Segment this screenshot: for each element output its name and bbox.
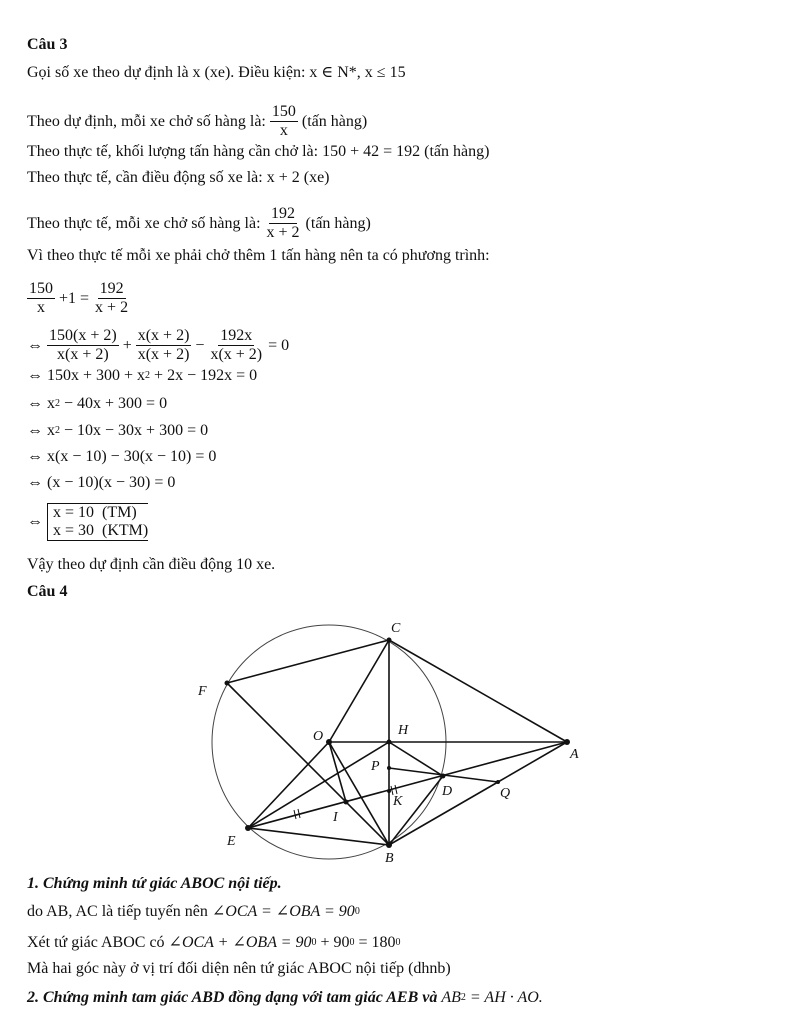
numerator: x(x + 2) <box>137 327 190 344</box>
segment-ca <box>389 640 567 742</box>
point-d <box>441 774 446 779</box>
part1-title: 1. Chứng minh tứ giác ABOC nội tiếp. <box>27 875 282 892</box>
text: = 0 <box>268 336 290 354</box>
denominator: x(x + 2) <box>57 346 109 363</box>
point-i <box>344 800 349 805</box>
point-h <box>387 740 392 745</box>
text-line: Theo thực tế, cần điều động số xe là: x + 2 (xe) <box>27 169 330 186</box>
label-f: F <box>198 684 207 699</box>
text-line: Gọi số xe theo dự định là x (xe). Điều kiện: x ∈ N*, x ≤ 15 <box>27 64 406 81</box>
label-p: P <box>371 759 380 774</box>
segment-oe <box>248 742 329 828</box>
denominator: x(x + 2) <box>210 346 263 363</box>
label-q: Q <box>500 786 511 801</box>
equivalence-symbol: ⇔ <box>27 336 43 354</box>
denominator: x(x + 2) <box>137 346 190 363</box>
point-o <box>326 739 332 745</box>
point-e <box>245 825 251 831</box>
segment-eh <box>248 742 389 828</box>
operator: + <box>122 336 132 354</box>
segment-bd <box>389 776 443 845</box>
conclusion: Vậy theo dự định cần điều động 10 xe. <box>27 556 276 573</box>
equivalence-symbol: ⇔ <box>27 513 43 530</box>
label-h: H <box>398 723 409 738</box>
label-i: I <box>333 810 338 825</box>
text: ⇔ x <box>27 422 55 439</box>
text: ⇔ 150x + 300 + x <box>27 367 146 384</box>
text: ⇔ x <box>27 395 55 412</box>
math: AB <box>441 989 461 1006</box>
text-line: Theo thực tế, khối lượng tấn hàng cần chở là: 150 + 42 = 192 (tấn hàng) <box>27 143 490 160</box>
point-k <box>387 789 391 793</box>
label-o: O <box>313 729 324 744</box>
point-q <box>496 780 500 784</box>
math: + 90 <box>316 934 350 951</box>
point-f <box>225 681 230 686</box>
text: (tấn hàng) <box>305 214 371 232</box>
segment-co <box>329 640 389 742</box>
numerator: 150(x + 2) <box>49 327 117 344</box>
equation-6: ⇔ x(x − 10) − 30(x − 10) = 0 <box>27 448 217 465</box>
math: ∠OCA = ∠OBA = 90 <box>211 903 355 920</box>
text: − 40x + 300 = 0 <box>60 395 168 412</box>
text: do AB, AC là tiếp tuyến nên <box>27 903 212 920</box>
text-line: Mà hai góc này ở vị trí đối diện nên tứ giác ABOC nội tiếp (dhnb) <box>27 960 451 977</box>
label-b: B <box>385 851 394 866</box>
text: + 2x − 192x = 0 <box>150 367 258 384</box>
point-a <box>564 739 570 745</box>
equation-4: ⇔ x 2 − 40x + 300 = 0 <box>27 395 168 412</box>
text: − 10x − 30x + 300 = 0 <box>60 422 209 439</box>
text: +1 = <box>59 289 90 307</box>
equation-5: ⇔ x 2 − 10x − 30x + 300 = 0 <box>27 422 209 439</box>
diagram-segments <box>227 640 567 845</box>
denominator: x + 2 <box>95 299 129 316</box>
numerator: 192 <box>99 280 124 297</box>
cau4-title: Câu 4 <box>27 583 68 600</box>
text: 2. Chứng minh tam giác ABD đồng dạng với tam giác AEB và <box>27 989 442 1006</box>
label-d: D <box>442 784 453 799</box>
text-line: Xét tứ giác ABOC có ∠OCA + ∠OBA = 90 0 + 90 0 = 180 0 <box>27 934 401 951</box>
denominator: x + 2 <box>266 224 300 241</box>
operator: − <box>195 336 205 354</box>
segment-fc <box>227 640 389 683</box>
denominator: x <box>279 122 288 139</box>
part2-title: 2. Chứng minh tam giác ABD đồng dạng với tam giác AEB và AB 2 = AH · AO. <box>27 989 543 1006</box>
denominator: x <box>37 299 45 316</box>
math: = AH · AO. <box>465 989 543 1006</box>
segment-fb <box>227 683 389 845</box>
numerator: 192x <box>220 327 253 344</box>
solution-row: x = 30 (KTM) <box>53 522 149 539</box>
segment-qa <box>498 742 567 782</box>
point-b <box>386 842 392 848</box>
math: = 180 <box>354 934 396 951</box>
text-line: Vì theo thực tế mỗi xe phải chở thêm 1 tấn hàng nên ta có phương trình: <box>27 247 490 264</box>
segment-ea <box>248 742 567 828</box>
tick-mark <box>395 785 397 794</box>
numerator: 150 <box>29 280 53 297</box>
label-e: E <box>227 834 236 849</box>
math: ∠OCA + ∠OBA = 90 <box>168 934 312 951</box>
equation-3: ⇔ 150x + 300 + x 2 + 2x − 192x = 0 <box>27 367 258 384</box>
label-a: A <box>570 747 579 762</box>
solution-row: x = 10 (TM) <box>53 504 137 521</box>
numerator: 192 <box>271 205 296 222</box>
label-k: K <box>393 794 403 809</box>
point-c <box>387 638 392 643</box>
text-line: do AB, AC là tiếp tuyến nên ∠OCA = ∠OBA = 90 0 <box>27 903 360 920</box>
text: Theo thực tế, mỗi xe chở số hàng là: <box>27 214 261 232</box>
text: Xét tứ giác ABOC có <box>27 934 169 951</box>
label-c: C <box>391 621 401 636</box>
cau3-title: Câu 3 <box>27 36 68 53</box>
numerator: 150 <box>271 103 296 120</box>
text: (tấn hàng) <box>301 112 368 130</box>
point-p <box>387 766 391 770</box>
text: Theo dự định, mỗi xe chở số hàng là: <box>27 112 266 130</box>
equation-7: ⇔ (x − 10)(x − 30) = 0 <box>27 474 176 491</box>
